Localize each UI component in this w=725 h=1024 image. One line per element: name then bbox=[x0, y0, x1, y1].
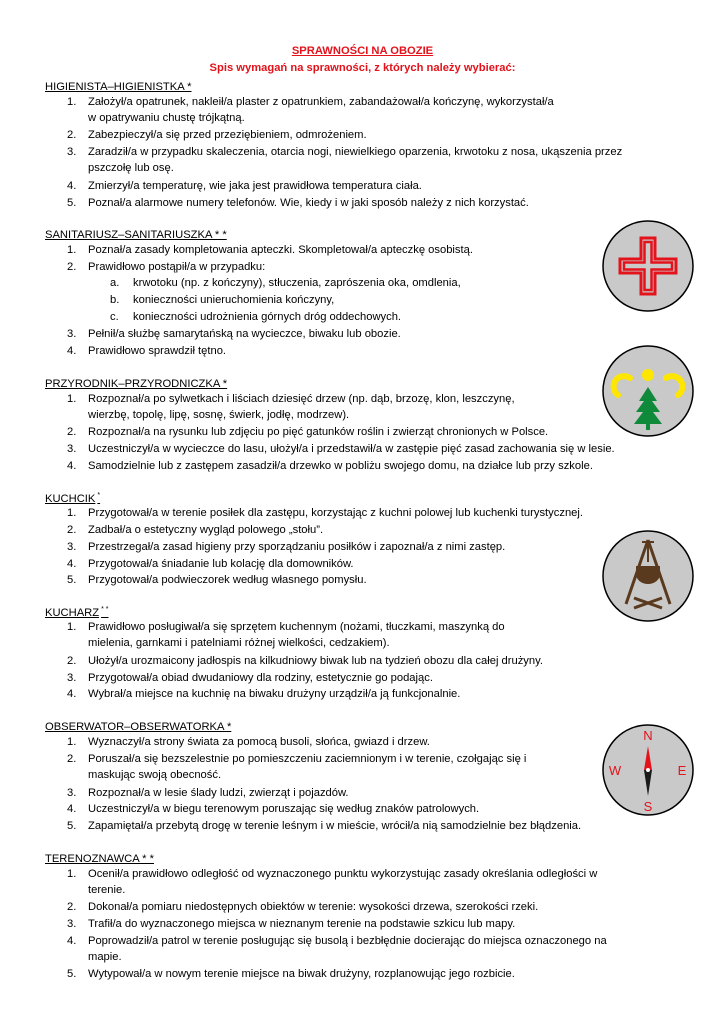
list-item-continuation: w opatrywaniu chustę trójkątną. bbox=[88, 112, 245, 124]
section-title-higienista: HIGIENISTA–HIGIENISTKA * bbox=[45, 81, 192, 93]
compass-south: S bbox=[643, 799, 653, 814]
list-item-continuation: mielenia, garnkami i patelniami różnej wielkości, cedzakiem). bbox=[88, 637, 390, 649]
red-cross-badge-icon bbox=[602, 220, 694, 312]
compass-west: W bbox=[608, 763, 622, 778]
section-title-obserwator: OBSERWATOR–OBSERWATORKA * bbox=[45, 721, 232, 733]
list-item-continuation: maskując swoją obecność. bbox=[88, 769, 222, 781]
list-item-continuation: mapie. bbox=[88, 951, 122, 963]
nature-badge-icon bbox=[602, 345, 694, 437]
section-title-kuchcik: KUCHCIK * bbox=[45, 492, 101, 505]
section-title-przyrodnik: PRZYRODNIK–PRZYRODNICZKA * bbox=[45, 378, 228, 390]
compass-badge-icon bbox=[602, 724, 694, 816]
section-title-kucharz: KUCHARZ * * bbox=[45, 606, 109, 619]
compass-north: N bbox=[643, 728, 653, 743]
section-stars: * * bbox=[101, 606, 109, 613]
section-stars: * bbox=[97, 492, 101, 499]
campfire-cooking-badge-icon bbox=[602, 530, 694, 622]
list-item-continuation: pszczołę lub osę. bbox=[88, 162, 174, 174]
list-item-continuation: wierzbę, topolę, lipę, sosnę, świerk, jodłę, modrzew). bbox=[88, 409, 350, 421]
list-item-continuation: terenie. bbox=[88, 884, 126, 896]
page-subtitle: Spis wymagań na sprawności, z których należy wybierać: bbox=[209, 62, 516, 74]
document-page: SPRAWNOŚCI NA OBOZIE Spis wymagań na sprawności, z których należy wybierać: HIGIENISTA–HIGIENISTKA * 1. Założył/a opatrunek, nakleił/a plaster z opatrunkiem, zabandażował/a kończynę, wykorzystał/a w opatrywaniu chustę trójkątną. 2. Zabezpieczył/a się przed przeziębieniem, odmrożeniem. 3. Zaradził/a w przypadku skaleczenia, otarcia nogi, niewielkiego oparzenia, krwotoku z nosa, ukąszenia przez pszczołę lub osę. 4. Zmierzył/a temperaturę, wie jaka jest prawidłowa temperatura ciała. 5. Poznał/a alarmowe numery telefonów. Wie, kiedy i w jaki sposób należy z nich korzystać. SANITARIUSZ–SANITARIUSZKA * * 1. Poznał/a zasady kompletowania apteczki. Skompletował/a apteczkę osobistą. 2. Prawidłowo postąpił/a w przypadku: a. krwotoku (np. z kończyny), stłuczenia, zaprószenia oka, omdlenia, b. konieczności unieruchomienia kończyny, c. konieczności udrożnienia górnych dróg oddechowych. 3. Pełnił/a służbę samarytańską na wycieczce, biwaku lub obozie. 4. Prawidłowo sprawdził tętno. PRZYRODNIK–PRZYRODNICZKA * 1. Rozpoznał/a po sylwetkach i liściach dziesięć drzew (np. dąb, brzozę, klon, leszczynę, wierzbę, topolę, lipę, sosnę, świerk, jodłę, modrzew). 2. Rozpoznał/a na rysunku lub zdjęciu po pięć gatunków roślin i zwierząt chronionych w Polsce. 3. Uczestniczył/a w wycieczce do lasu, ułożył/a i przedstawił/a w zastępie pięć zasad zachowania się w lesie. 4. Samodzielnie lub z zastępem zasadził/a drzewko w pobliżu swojego domu, na działce lub przy szkole. KUCHCIK * 1. Przygotował/a w terenie posiłek dla zastępu, korzystając z kuchni polowej lub kuchenki turystycznej. 2. Zadbał/a o estetyczny wygląd polowego „stołu”. 3. Przestrzegał/a zasad higieny przy sporządzaniu posiłków i zapoznał/a z nimi zastęp. 4. Przygotował/a śniadanie lub kolację dla domowników. 5. Przygotował/a podwieczorek według własnego pomysłu. KUCHARZ * * 1. Prawidłowo posługiwał/a się sprzętem kuchennym (nożami, tłuczkami, maszynką do mielenia, garnkami i patelniami różnej wielkości, cedzakiem). 2. Ułożył/a urozmaicony jadłospis na kilkudniowy biwak lub na tydzień obozu dla całej drużyny. 3. Przygotował/a obiad dwudaniowy dla rodziny, estetycznie go podając. 4. Wybrał/a miejsce na kuchnię na biwaku drużyny urządził/a ją funkcjonalnie. OBSERWATOR–OBSERWATORKA * 1. Wyznaczył/a strony świata za pomocą busoli, słońca, gwiazd i drzew. 2. Poruszał/a się bezszelestnie po pomieszczeniu zaciemnionym i w terenie, czołgając się i maskując swoją obecność. 3. Rozpoznał/a w lesie ślady ludzi, zwierząt i pojazdów. 4. Uczestniczył/a w biegu terenowym poruszając się według znaków patrolowych. 5. Zapamiętał/a przebytą drogę w terenie leśnym i w mieście, wrócił/a nią samodzielnie bez błądzenia. TERENOZNAWCA * * 1. Ocenił/a prawidłowo odległość od wyznaczonego punktu wykorzystując zasady określania odległości w terenie. 2. Dokonał/a pomiaru niedostępnych obiektów w terenie: wysokości drzewa, szerokości rzeki. 3. Trafił/a do wyznaczonego miejsca w nieznanym terenie na podstawie szkicu lub mapy. 4. Poprowadził/a patrol w terenie posługując się busolą i bezbłędnie docierając do miejsca oznaczonego na mapie. 5. Wytypował/a w nowym terenie miejsce na biwak drużyny, rozplanowując jego rozbicie. N E S W bbox=[0, 0, 725, 1024]
section-title-terenoznawca: TERENOZNAWCA * * bbox=[45, 853, 154, 865]
page-title: SPRAWNOŚCI NA OBOZIE bbox=[291, 45, 434, 57]
section-title-sanitariusz: SANITARIUSZ–SANITARIUSZKA * * bbox=[45, 229, 227, 241]
compass-east: E bbox=[677, 763, 687, 778]
